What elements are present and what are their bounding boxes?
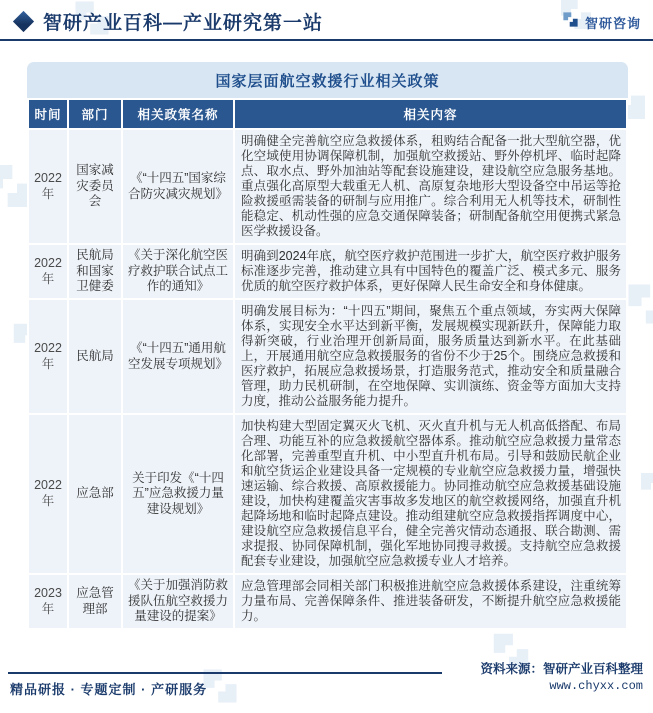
zhiyan-logo-icon: [561, 10, 580, 34]
col-header-time: 时间: [29, 100, 67, 128]
cell-content: 明确健全完善航空应急救援体系，租购结合配备一批大型航空器，优化空域使用协调保障机制，加强航空救援站、野外停机坪、临时起降点、取水点、野外加油站等配套设施建设，建设航空应急服务基地。重点强化高原型大载重无人机、高原复杂地形大型设备空中吊运等抢险救援亟需装备的研制与应用推广。综合利用无人机等技术，研制性能稳定、机动性强的应急交通保障装备；研制配备航空用便携式紧急医学救援设备。: [235, 130, 626, 243]
cell-dept: 应急部: [69, 415, 121, 573]
footer-website: www.chyxx.com: [549, 679, 643, 693]
brand: [12, 8, 323, 35]
col-header-policy: 相关政策名称: [123, 100, 233, 128]
col-header-dept: 部门: [69, 100, 121, 128]
footer-services: 精品研报 · 专题定制 · 产研服务: [10, 682, 208, 697]
cell-dept: 国家减灾委员会: [69, 130, 121, 243]
cell-dept: 应急管理部: [69, 575, 121, 628]
table-row: [29, 575, 626, 628]
brand-diamond-icon: [13, 11, 34, 32]
cell-time: 2022年: [29, 415, 67, 573]
cell-policy: 《关于加强消防救援队伍航空救援力量建设的提案》: [123, 575, 233, 628]
cell-content: 应急管理部会同相关部门积极推进航空应急救援体系建设，注重统筹力量布局、完善保障条件、推进装备研发，不断提升航空应急救援能力。: [235, 575, 626, 628]
policy-table: [27, 98, 628, 630]
cell-time: 2023年: [29, 575, 67, 628]
table-row: [29, 300, 626, 413]
cell-policy: 《关于深化航空医疗救护联合试点工作的通知》: [123, 245, 233, 298]
site-title: 智研产业百科—产业研究第一站: [43, 13, 324, 34]
cell-policy: 《“十四五”通用航空发展专项规划》: [123, 300, 233, 413]
watermark-logo-icon: [636, 468, 653, 508]
cell-content: 明确到2024年底，航空医疗救护范围进一步扩大，航空医疗救护服务标准逐步完善，推动建立具有中国特色的覆盖广泛、模式多元、服务优质的航空医疗救护体系，更好保障人民生命安全和身体健康。: [235, 245, 626, 298]
cell-dept: 民航局: [69, 300, 121, 413]
table-row: [29, 415, 626, 573]
cell-time: 2022年: [29, 300, 67, 413]
footer-divider: [8, 672, 442, 674]
cell-time: 2022年: [29, 245, 67, 298]
cell-dept: 民航局和国家卫健委: [69, 245, 121, 298]
table-header-row: [29, 100, 626, 128]
company-logo: [561, 10, 641, 34]
policy-table-body: [29, 130, 626, 628]
footer-source: 资料来源：智研产业百科整理: [480, 662, 643, 676]
cell-policy: 《“十四五”国家综合防灾减灾规划》: [123, 130, 233, 243]
cell-content: 明确发展目标为：“十四五”期间，聚焦五个重点领域，夯实两大保障体系，实现安全水平达到新平衡，发展规模实现新跃升，保障能力取得新突破，行业治理开创新局面，服务质量达到新水平。在此基础上，开展通用航空应急救援服务的省份不少于25个。围绕应急救援和医疗救护，拓展应急救援场景，打造服务范式，推动安全和质量融合管理，助力民机研制，在空地保障、实训演练、资金等方面加大支持力度，推动公益服务能力提升。: [235, 300, 626, 413]
table-title: 国家层面航空救援行业相关政策: [27, 62, 628, 98]
company-logo-label: 智研咨询: [584, 15, 641, 31]
cell-policy: 关于印发《“十四五”应急救援力量建设规划》: [123, 415, 233, 573]
cell-time: 2022年: [29, 130, 67, 243]
table-row: [29, 130, 626, 243]
table-row: [29, 245, 626, 298]
policy-table-section: [27, 62, 628, 630]
col-header-content: 相关内容: [235, 100, 626, 128]
cell-content: 加快构建大型固定翼灭火飞机、灭火直升机与无人机高低搭配、布局合理、功能互补的应急救援航空器体系。推动航空应急救援力量常态化部署，完善重型直升机、中小型直升机布局。引导和鼓励民航企业和航空货运企业建设具备一定规模的专业航空应急救援力量，增强快速运输、综合救援、高原救援能力。协同推动航空应急救援基础设施建设，加快构建覆盖灾害事故多发地区的航空救援网络，加强直升机起降场地和临时起降点建设。推动组建航空应急救援指挥调度中心，建设航空应急救援信息平台，健全完善灾情动态通报、联合勘测、需求提报、协同保障机制，强化军地协同搜寻救援。支持航空应急救援配套专业建设，加强航空应急救援专业人才培养。: [235, 415, 626, 573]
header-bar: [0, 0, 653, 41]
